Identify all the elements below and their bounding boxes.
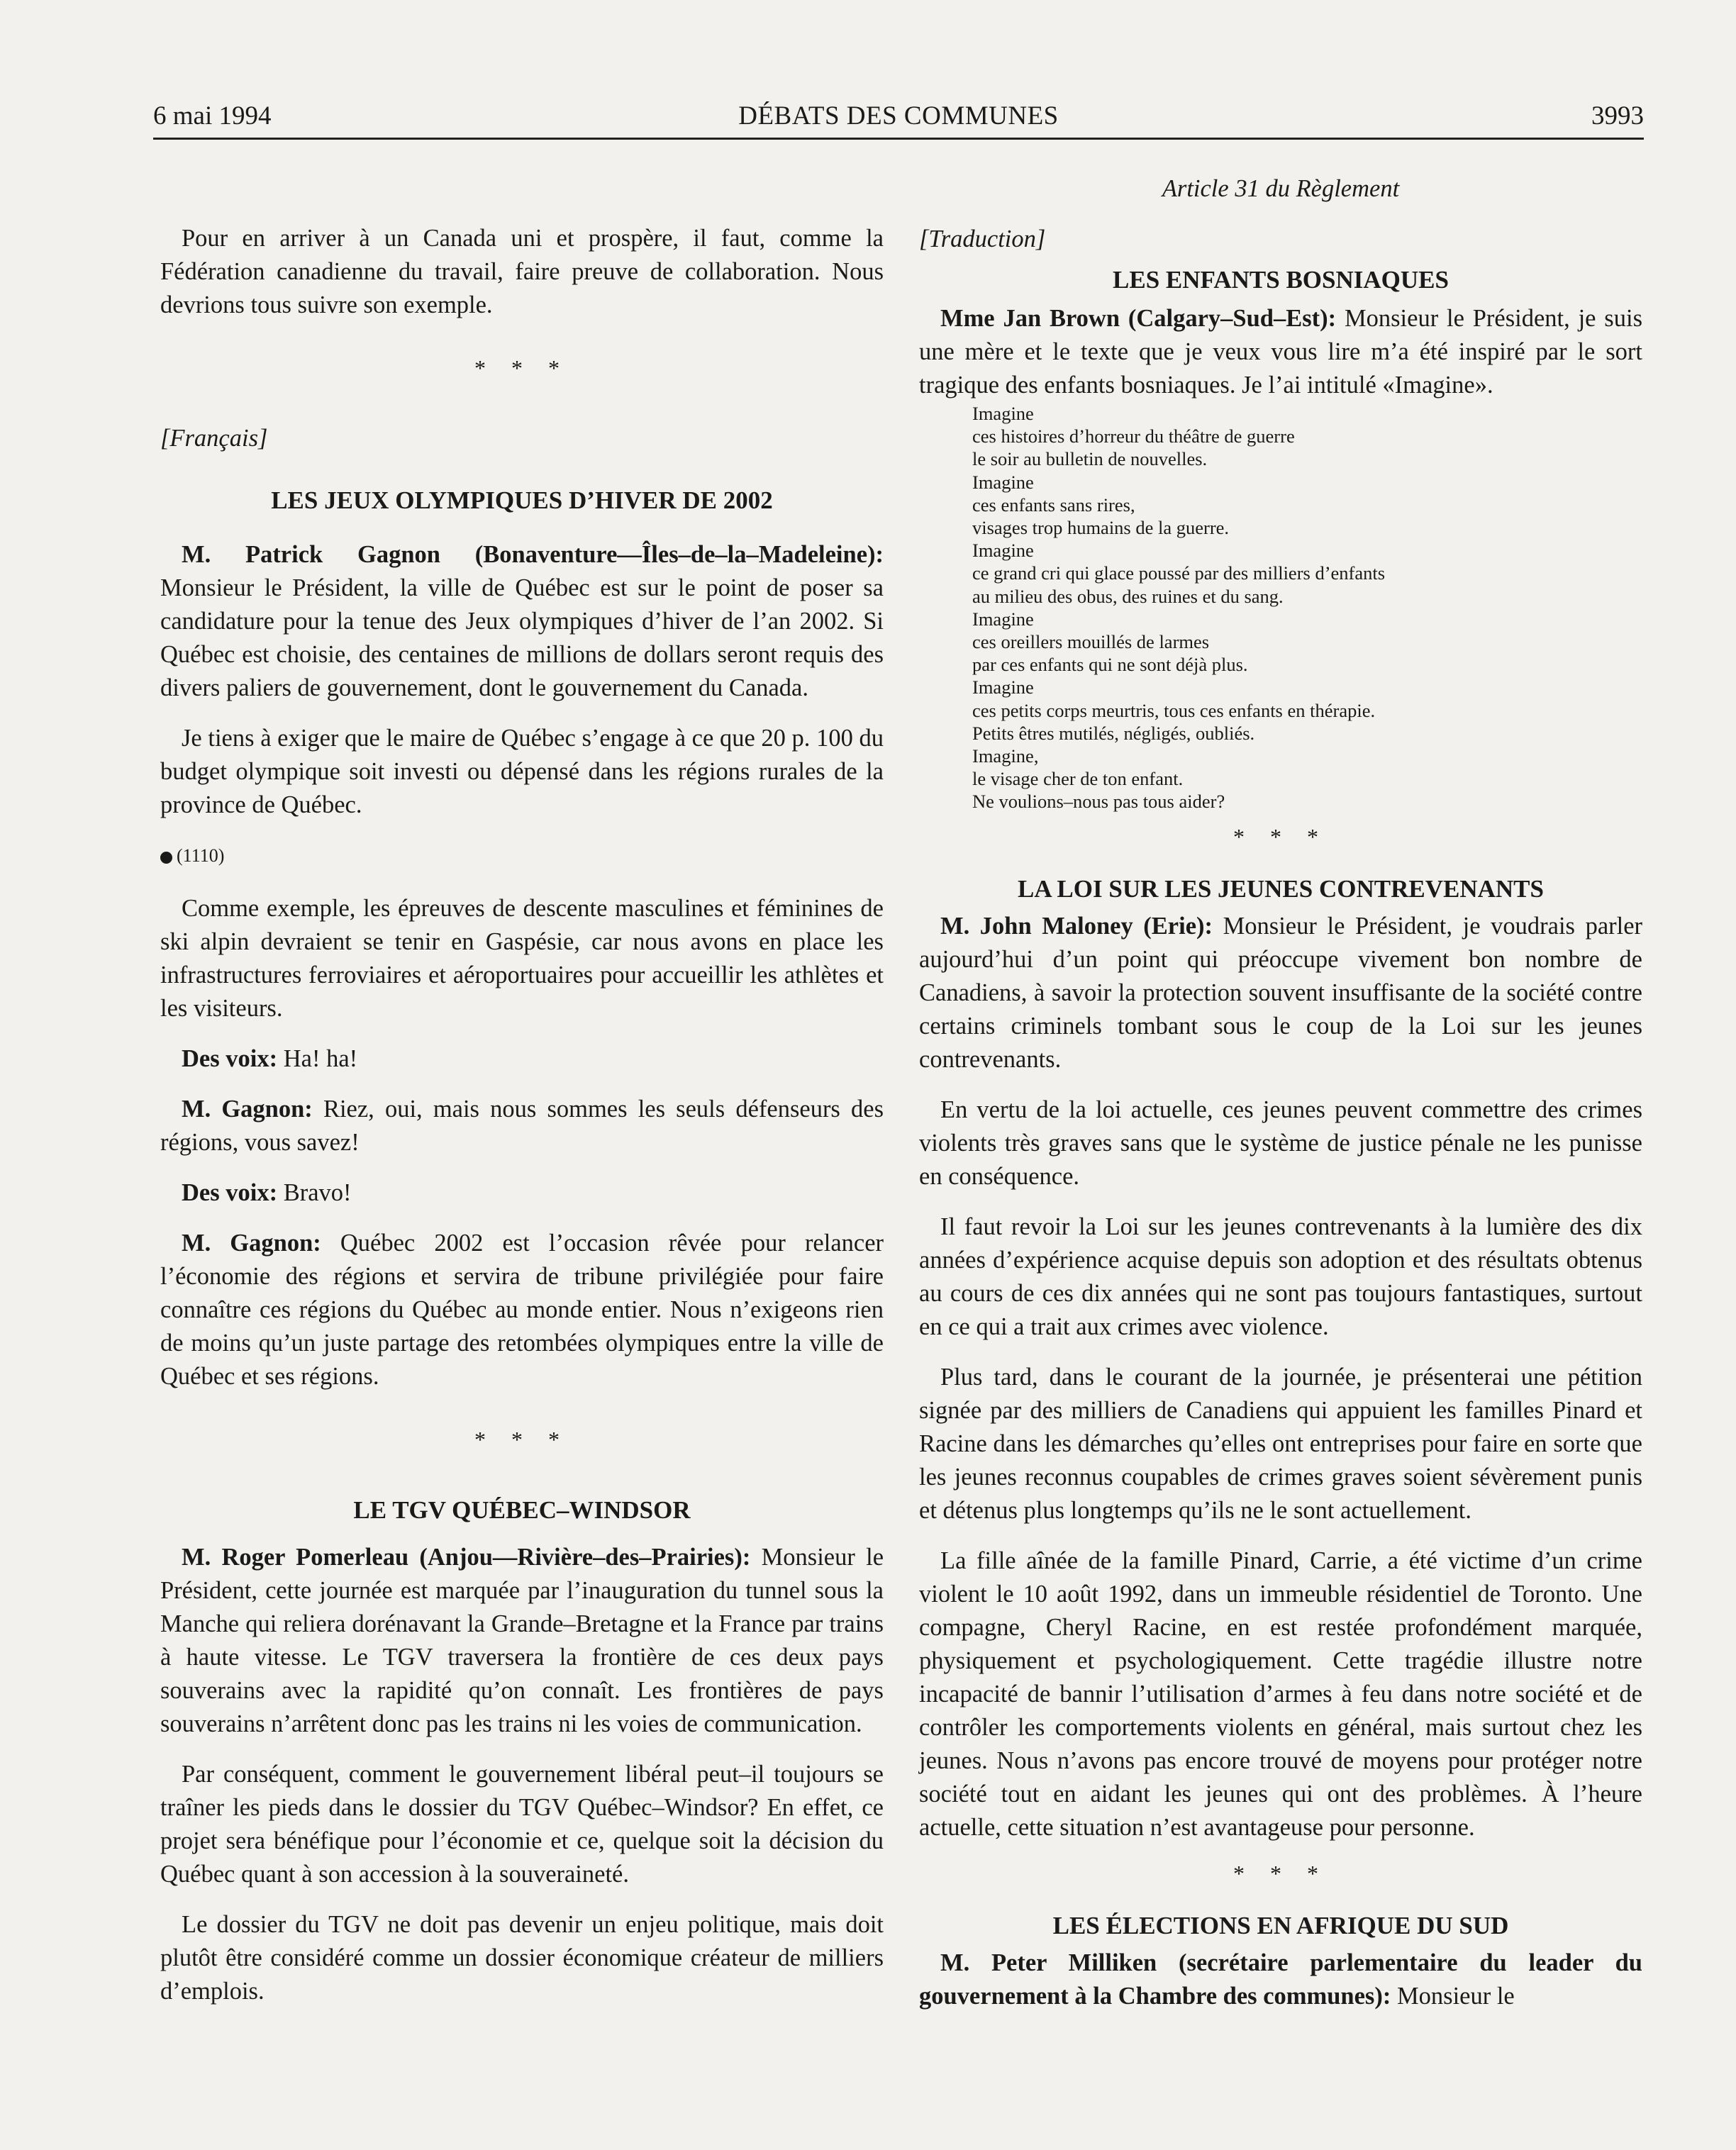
poem-line: ces petits corps meurtris, tous ces enfants en thérapie. [972, 699, 1376, 721]
speaker-name: M. Gagnon: [182, 1096, 313, 1123]
paragraph: Je tiens à exiger que le maire de Québec s’engage à ce que 20 p. 100 du budget olympique soit investi ou dépensé dans les régions rurales de la province de Québec. [160, 725, 884, 818]
right-column [919, 172, 1642, 2013]
language-tag: [Français] [160, 425, 268, 452]
poem-line: Ne voulions–nous pas tous aider? [972, 791, 1225, 813]
speech-text: Québec 2002 est l’occasion rêvée pour relancer l’économie des régions et servira de tribune privilégiée pour faire connaître ces régions du Québec au monde entier. Nous n’exigeons rien de moins qu’un juste partage des retombées olympiques entre la ville de Québec et ses régions. [160, 1230, 884, 1390]
header-rule [153, 138, 1644, 140]
language-tag: [Traduction] [919, 225, 1046, 252]
paragraph: La fille aînée de la famille Pinard, Carrie, a été victime d’un crime violent le 10 août 1992, dans un immeuble résidentiel de Toronto. Une compagne, Cheryl Racine, en est restée profondément marquée, physiquement et psychologiquement. Cette tragédie illustre notre incapacité de bannir l’utilisation d’armes à feu dans notre société et de contrôler les comportements violents en général, mais surtout chez les jeunes. Nous n’avons pas encore trouvé de moyens pour protéger notre société tout en aidant les jeunes qui ont des problèmes. À l’heure actuelle, cette situation n’est avantageuse pour personne. [919, 1547, 1642, 1841]
time-text: (1110) [177, 845, 225, 866]
poem-line: Imagine, [972, 745, 1039, 767]
section-separator: * * * [474, 1427, 569, 1452]
paragraph: Par conséquent, comment le gouvernement libéral peut–il toujours se traîner les pieds dans le dossier du TGV Québec–Windsor? En effet, ce projet sera bénéfique pour l’économie et ce, quelque soit la décision du Québec quant à son accession à la souveraineté. [160, 1761, 884, 1888]
speaker-name: Des voix: [182, 1045, 278, 1072]
speech-text: Monsieur le Président, la ville de Québec est sur le point de poser sa candidature pour la tenue des Jeux olympiques d’hiver de l’an 2002. Si Québec est choisie, des centaines de millions de dollars seront requis des divers paliers de gouvernement, dont le gouvernement du Canada. [160, 574, 884, 701]
speaker-name: M. John Maloney (Erie): [940, 912, 1213, 940]
section-separator: * * * [1233, 823, 1328, 850]
speech-text: Monsieur le Président, je suis une mère et le texte que je veux vous lire m’a été inspiré par le sort tragique des enfants bosniaques. Je l’ai intitulé «Imagine». [919, 305, 1642, 399]
poem-line: visages trop humains de la guerre. [972, 517, 1230, 539]
poem-line: le soir au bulletin de nouvelles. [972, 448, 1208, 470]
speech-text: Bravo! [283, 1179, 352, 1206]
paragraph: Comme exemple, les épreuves de descente masculines et féminines de ski alpin devraient se tenir en Gaspésie, car nous avons en place les infrastructures ferroviaires et aéroportuaires pour accueillir les athlètes et les visiteurs. [160, 895, 884, 1022]
section-heading: LES ÉLECTIONS EN AFRIQUE DU SUD [1052, 1911, 1509, 1939]
speech-paragraph [160, 1541, 884, 1741]
poem-line: au milieu des obus, des ruines et du sang. [972, 585, 1284, 607]
poem-line: le visage cher de ton enfant. [972, 768, 1184, 790]
speech-text: Monsieur le Président, je voudrais parler aujourd’hui d’un point qui préoccupe vivement bon nombre de Canadiens, à savoir la protection souvent insuffisante de la société contre certains criminels tombant sous le coup de la Loi sur les jeunes contrevenants. [919, 912, 1643, 1073]
speech-paragraph [919, 1946, 1642, 2013]
header-page-number: 3993 [1591, 101, 1644, 130]
paragraph: Plus tard, dans le courant de la journée, je présenterai une pétition signée par des milliers de Canadiens qui appuient les familles Pinard et Racine dans les démarches qu’elles ont entreprises pour faire en sorte que les jeunes reconnus coupables de crimes graves soient sévèrement punis et détenus plus longtemps qu’ils ne le sont actuellement. [919, 1363, 1642, 1524]
section-separator: * * * [474, 355, 569, 381]
header-date: 6 mai 1994 [153, 101, 272, 130]
rule-reference: Article 31 du Règlement [1162, 175, 1400, 202]
poem-line: Imagine [972, 676, 1034, 698]
speech-paragraph [160, 1176, 884, 1210]
bullet-icon [160, 852, 172, 864]
poem-line: Imagine [972, 608, 1034, 630]
speech-paragraph [160, 1227, 884, 1393]
speech-paragraph [919, 302, 1642, 402]
speaker-name: M. Patrick Gagnon (Bonaventure—Îles–de–la–Madeleine): [182, 541, 884, 568]
time-marker [160, 839, 884, 872]
section-heading: LE TGV QUÉBEC–WINDSOR [353, 1496, 691, 1524]
section-heading: LA LOI SUR LES JEUNES CONTREVENANTS [1017, 874, 1544, 903]
speech-text: Ha! ha! [283, 1045, 358, 1072]
speech-paragraph [160, 1042, 884, 1076]
poem-line: ces oreillers mouillés de larmes [972, 631, 1210, 653]
poem-line: par ces enfants qui ne sont déjà plus. [972, 654, 1248, 676]
speech-paragraph [919, 910, 1642, 1076]
speech-paragraph [160, 1093, 884, 1159]
paragraph: En vertu de la loi actuelle, ces jeunes peuvent commettre des crimes violents très graves sans que le système de justice pénale ne les punisse en conséquence. [919, 1096, 1642, 1190]
poem-line: ces enfants sans rires, [972, 494, 1135, 516]
speaker-name: M. Peter Milliken (secrétaire parlementaire du leader du gouvernement à la Chambre des communes): [919, 1949, 1642, 2010]
speech-text: Monsieur le Président, cette journée est marquée par l’inauguration du tunnel sous la Manche qui reliera dorénavant la Grande–Bretagne et la France par trains à haute vitesse. Le TGV traversera la frontière de ces deux pays souverains avec la rapidité qu’on connaît. Les frontières de pays souverains n’arrêtent donc pas les trains ni les voies de communication. [160, 1544, 884, 1737]
speaker-name: M. Gagnon: [182, 1230, 321, 1257]
paragraph: Il faut revoir la Loi sur les jeunes contrevenants à la lumière des dix années d’expérience acquise depuis son adoption et des résultats obtenus au cours de ces dix années qui ne sont pas toujours fantastiques, surtout en ce qui a trait aux crimes avec violence. [919, 1213, 1642, 1340]
section-separator: * * * [1233, 1860, 1328, 1886]
speech-paragraph [160, 538, 884, 705]
page-header [153, 101, 1644, 135]
poem-line: Imagine [972, 403, 1034, 424]
paragraph: Pour en arriver à un Canada uni et prospère, il faut, comme la Fédération canadienne du travail, faire preuve de collaboration. Nous devrions tous suivre son exemple. [160, 225, 884, 318]
poem-line: ce grand cri qui glace poussé par des milliers d’enfants [972, 562, 1386, 584]
section-heading: LES ENFANTS BOSNIAQUES [1113, 266, 1449, 294]
speech-text: Monsieur le [1396, 1982, 1515, 2010]
poem-line: Imagine [972, 540, 1034, 562]
poem-line: Imagine [972, 471, 1034, 493]
speaker-name: Des voix: [182, 1179, 278, 1206]
left-column [160, 222, 884, 2008]
poem-line: Petits êtres mutilés, négligés, oubliés. [972, 722, 1255, 744]
paragraph: Le dossier du TGV ne doit pas devenir un enjeu politique, mais doit plutôt être considéré comme un dossier économique créateur de milliers d’emplois. [160, 1911, 884, 2005]
poem-line: ces histoires d’horreur du théâtre de guerre [972, 425, 1295, 447]
section-heading: LES JEUX OLYMPIQUES D’HIVER DE 2002 [271, 486, 773, 514]
speaker-name: M. Roger Pomerleau (Anjou—Rivière–des–Prairies): [182, 1544, 751, 1571]
speaker-name: Mme Jan Brown (Calgary–Sud–Est): [940, 305, 1337, 332]
header-title: DÉBATS DES COMMUNES [738, 101, 1059, 130]
speech-text: Riez, oui, mais nous sommes les seuls défenseurs des régions, vous savez! [160, 1096, 884, 1156]
poem [919, 402, 1642, 813]
